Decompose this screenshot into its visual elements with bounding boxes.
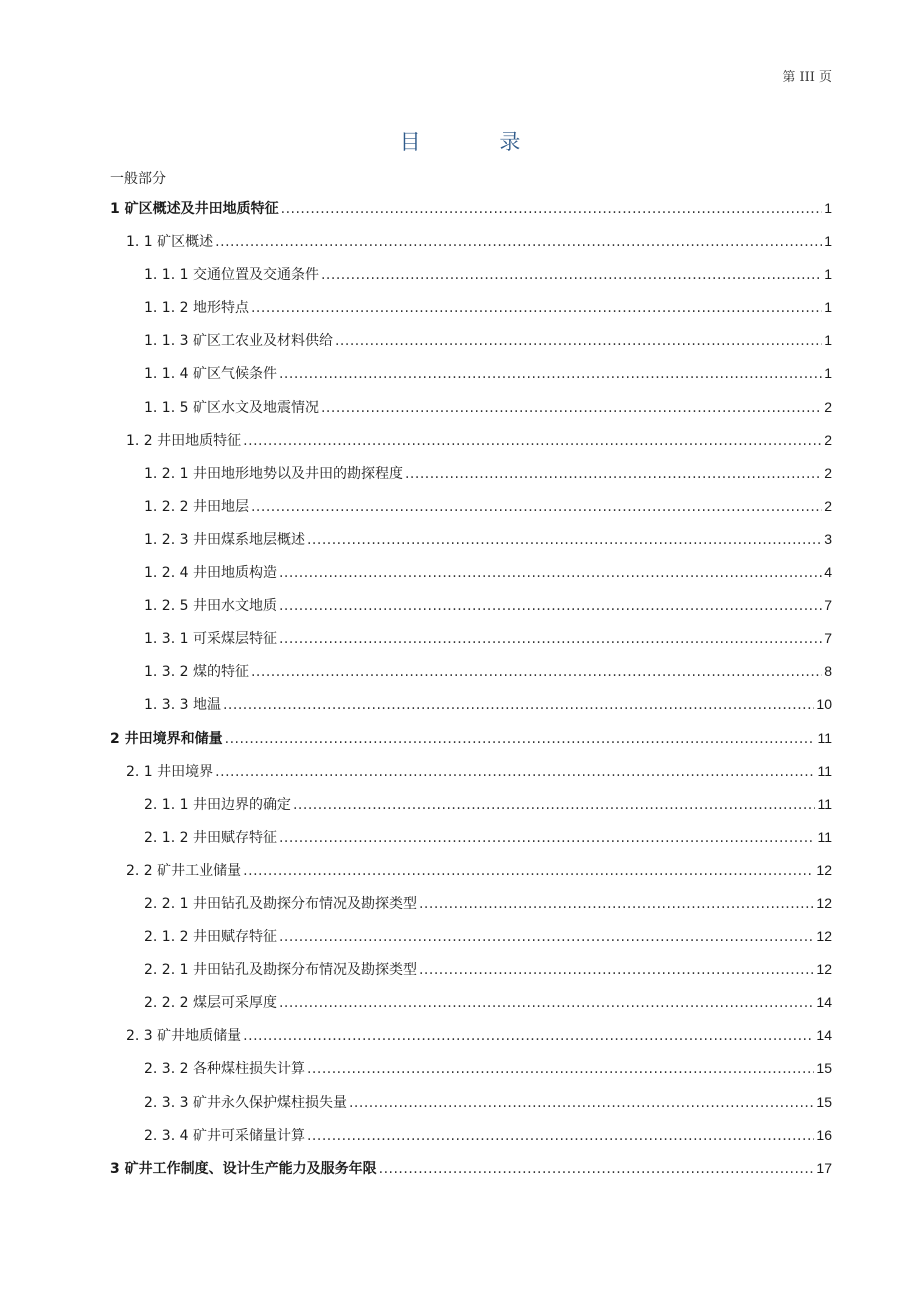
toc-entry-page: 1 xyxy=(824,233,832,250)
dot-leader xyxy=(419,954,814,987)
toc-entry-label: 2. 2. 2 煤层可采厚度 xyxy=(144,995,277,1012)
toc-entry-page: 1 xyxy=(824,365,832,382)
toc-entry[interactable] xyxy=(110,986,832,1019)
toc-entry-page: 7 xyxy=(824,630,832,647)
toc-entry-label: 2. 2 矿井工业储量 xyxy=(126,862,242,879)
toc-entry-page: 3 xyxy=(824,530,832,547)
toc-entry-page: 12 xyxy=(816,928,832,945)
toc-entry-page: 2 xyxy=(824,497,832,514)
toc-entry-label: 1. 1. 1 交通位置及交通条件 xyxy=(144,267,319,284)
toc-entry[interactable] xyxy=(110,192,832,225)
toc-entry[interactable] xyxy=(110,258,832,291)
dot-leader xyxy=(349,1087,814,1120)
dot-leader xyxy=(281,193,823,226)
dot-leader xyxy=(251,292,822,325)
toc-entry[interactable] xyxy=(110,589,832,622)
toc-entry[interactable] xyxy=(110,324,832,357)
dot-leader xyxy=(223,689,814,722)
toc-entry-page: 1 xyxy=(824,299,832,316)
toc-entry-page: 12 xyxy=(816,894,832,911)
toc-entry-label: 2. 3. 3 矿井永久保护煤柱损失量 xyxy=(144,1094,347,1111)
toc-entry[interactable] xyxy=(110,1086,832,1119)
toc-entry[interactable] xyxy=(110,225,832,258)
dot-leader xyxy=(215,226,822,259)
toc-entry[interactable] xyxy=(110,1119,832,1152)
toc-entry[interactable] xyxy=(110,622,832,655)
toc-entry-label: 2. 1 井田境界 xyxy=(126,763,214,780)
toc-entry-page: 1 xyxy=(824,266,832,283)
toc-entry-label: 1. 2. 1 井田地形地势以及井田的勘探程度 xyxy=(144,465,403,482)
dot-leader xyxy=(321,392,822,425)
toc-entry[interactable] xyxy=(110,1152,832,1185)
toc-entry[interactable] xyxy=(110,424,832,457)
toc-entry[interactable] xyxy=(110,755,832,788)
toc-entry[interactable] xyxy=(110,490,832,523)
dot-leader xyxy=(279,623,822,656)
toc-entry-label: 2. 3. 2 各种煤柱损失计算 xyxy=(144,1061,305,1078)
toc-entry[interactable] xyxy=(110,887,832,920)
toc-entry-page: 2 xyxy=(824,464,832,481)
toc-entry-label: 1. 2. 3 井田煤系地层概述 xyxy=(144,531,305,548)
toc-entry[interactable] xyxy=(110,1052,832,1085)
toc-entry-page: 7 xyxy=(824,597,832,614)
toc-entry-label: 3 矿井工作制度、设计生产能力及服务年限 xyxy=(110,1160,377,1177)
toc-entry-label: 2. 1. 1 井田边界的确定 xyxy=(144,796,291,813)
toc-entry[interactable] xyxy=(110,953,832,986)
toc-entry-label: 1. 2 井田地质特征 xyxy=(126,432,242,449)
toc-entry[interactable] xyxy=(110,788,832,821)
toc-entry[interactable] xyxy=(110,457,832,490)
toc-entry[interactable] xyxy=(110,523,832,556)
toc-entry-page: 11 xyxy=(817,828,832,845)
toc-entry-page: 8 xyxy=(824,663,832,680)
toc-entry-label: 2. 1. 2 井田赋存特征 xyxy=(144,929,277,946)
toc-entry[interactable] xyxy=(110,920,832,953)
dot-leader xyxy=(225,723,816,756)
toc-entry-label: 1 矿区概述及井田地质特征 xyxy=(110,201,279,217)
toc-entry-label: 1. 1. 2 地形特点 xyxy=(144,300,249,317)
toc-entry[interactable] xyxy=(110,821,832,854)
toc-entry-page: 1 xyxy=(824,332,832,349)
toc-entry-page: 11 xyxy=(817,762,832,779)
toc-entry-page: 1 xyxy=(824,200,832,216)
dot-leader xyxy=(321,259,822,292)
toc-entry-label: 2. 3. 4 矿井可采储量计算 xyxy=(144,1127,305,1144)
dot-leader xyxy=(419,888,814,921)
toc-entry-page: 2 xyxy=(824,398,832,415)
dot-leader xyxy=(215,756,815,789)
toc-entry-label: 1. 2. 5 井田水文地质 xyxy=(144,598,277,615)
dot-leader xyxy=(379,1153,815,1186)
toc-entry-page: 2 xyxy=(824,431,832,448)
dot-leader xyxy=(279,590,822,623)
toc-entry[interactable] xyxy=(110,655,832,688)
dot-leader xyxy=(307,524,822,557)
toc-entry-label: 1. 1. 4 矿区气候条件 xyxy=(144,366,277,383)
dot-leader xyxy=(335,325,822,358)
toc-entry-label: 1. 2. 2 井田地层 xyxy=(144,498,249,515)
toc-entry[interactable] xyxy=(110,1019,832,1052)
dot-leader xyxy=(243,855,814,888)
toc-list xyxy=(110,192,832,1185)
dot-leader xyxy=(243,425,822,458)
toc-entry-label: 1. 2. 4 井田地质构造 xyxy=(144,565,277,582)
dot-leader xyxy=(279,921,814,954)
toc-entry-page: 15 xyxy=(816,1093,832,1110)
toc-entry[interactable] xyxy=(110,357,832,390)
toc-entry[interactable] xyxy=(110,391,832,424)
toc-entry[interactable] xyxy=(110,854,832,887)
toc-entry-page: 12 xyxy=(816,961,832,978)
dot-leader xyxy=(279,987,814,1020)
dot-leader xyxy=(307,1053,814,1086)
toc-entry-label: 1. 3. 3 地温 xyxy=(144,697,221,714)
toc-entry-label: 2. 2. 1 井田钻孔及勘探分布情况及勘探类型 xyxy=(144,962,417,979)
toc-entry-label: 2. 3 矿井地质储量 xyxy=(126,1028,242,1045)
toc-entry-page: 14 xyxy=(816,994,832,1011)
dot-leader xyxy=(251,656,822,689)
dot-leader xyxy=(279,822,815,855)
toc-entry-page: 15 xyxy=(816,1060,832,1077)
toc-entry-page: 4 xyxy=(824,564,832,581)
toc-entry-label: 1. 3. 1 可采煤层特征 xyxy=(144,631,277,648)
toc-entry-label: 1. 1. 3 矿区工农业及材料供给 xyxy=(144,333,333,350)
toc-entry-page: 12 xyxy=(816,861,832,878)
toc-entry-page: 11 xyxy=(817,795,832,812)
toc-entry-page: 16 xyxy=(816,1126,832,1143)
dot-leader xyxy=(251,491,822,524)
section-label: 一般部分 xyxy=(110,171,166,187)
toc-entry[interactable] xyxy=(110,722,832,755)
toc-entry-label: 1. 3. 2 煤的特征 xyxy=(144,664,249,681)
toc-entry-label: 2. 1. 2 井田赋存特征 xyxy=(144,829,277,846)
toc-entry-label: 2 井田境界和储量 xyxy=(110,730,223,747)
toc-entry-label: 2. 2. 1 井田钻孔及勘探分布情况及勘探类型 xyxy=(144,895,417,912)
toc-entry[interactable] xyxy=(110,688,832,721)
toc-entry-page: 10 xyxy=(816,696,832,713)
dot-leader xyxy=(279,557,822,590)
dot-leader xyxy=(243,1020,814,1053)
toc-entry-page: 11 xyxy=(817,729,832,746)
toc-entry-label: 1. 1 矿区概述 xyxy=(126,234,214,251)
toc-entry-page: 17 xyxy=(816,1159,832,1176)
page-number: 第 III 页 xyxy=(782,70,832,85)
dot-leader xyxy=(293,789,815,822)
dot-leader xyxy=(279,358,822,391)
toc-entry-page: 14 xyxy=(816,1027,832,1044)
toc-entry[interactable] xyxy=(110,556,832,589)
dot-leader xyxy=(405,458,822,491)
dot-leader xyxy=(307,1120,814,1153)
toc-title: 目 录 xyxy=(399,130,557,154)
toc-entry-label: 1. 1. 5 矿区水文及地震情况 xyxy=(144,399,319,416)
toc-entry[interactable] xyxy=(110,291,832,324)
